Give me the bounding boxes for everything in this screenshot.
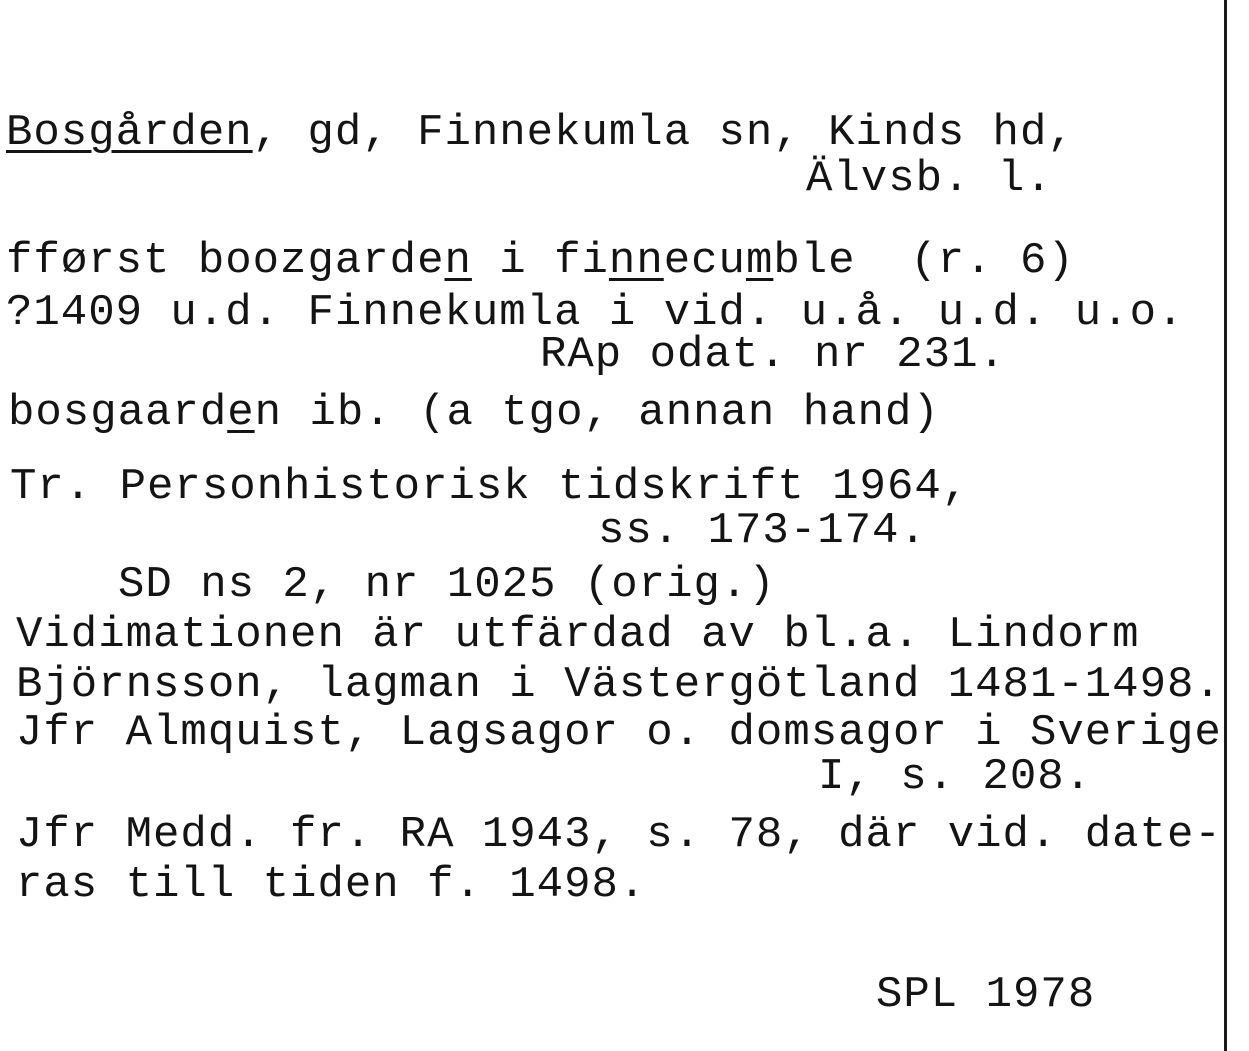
- underlined-letter: nn: [608, 236, 664, 286]
- source-line-2: ss. 173-174.: [598, 506, 927, 556]
- slashed-o: ø: [60, 236, 89, 286]
- form-text: i fi: [471, 236, 609, 286]
- card-edge-divider: [1224, 0, 1227, 1051]
- underlined-letter: e: [227, 388, 255, 438]
- form-text: garde: [307, 236, 445, 286]
- underlined-letter: n: [444, 236, 472, 286]
- note-line-3: Jfr Almquist, Lagsagor o. domsagor i Sverige: [16, 708, 1222, 758]
- form-text: ble (r. 6): [773, 236, 1075, 286]
- place-description: , gd, Finnekumla sn, Kinds hd,: [252, 108, 1075, 158]
- note-line-4: I, s. 208.: [818, 752, 1093, 802]
- form-line-2: ?1409 u.d. Finnekumla i vid. u.å. u.d. u.o.: [6, 288, 1185, 338]
- form-text: ecu: [663, 236, 746, 286]
- note-line-5: Jfr Medd. fr. RA 1943, s. 78, där vid. date-: [16, 810, 1222, 860]
- source-line-3: SD ns 2, nr 1025 (orig.): [118, 560, 776, 610]
- heading-line: [6, 108, 1075, 158]
- signature: SPL 1978: [876, 970, 1096, 1020]
- form-line-1: [6, 236, 1075, 286]
- source-line-1: Tr. Personhistorisk tidskrift 1964,: [10, 462, 970, 512]
- note-line-1: Vidimationen är utfärdad av bl.a. Lindorm: [16, 610, 1140, 660]
- place-name: Bosgården: [6, 108, 253, 158]
- note-line-2: Björnsson, lagman i Västergötland 1481-1498.: [16, 660, 1222, 710]
- form-text: rst booz: [88, 236, 308, 286]
- form-line-3: RAp odat. nr 231.: [540, 330, 1006, 380]
- form-line-4: [8, 388, 940, 438]
- underlined-letter: m: [745, 236, 774, 286]
- region-line: Älvsb. l.: [806, 154, 1053, 204]
- form-text: bosgaard: [8, 388, 228, 438]
- note-line-6: ras till tiden f. 1498.: [16, 860, 647, 910]
- form-text: n ib. (a tgo, annan hand): [254, 388, 940, 438]
- form-text: ff: [6, 236, 61, 286]
